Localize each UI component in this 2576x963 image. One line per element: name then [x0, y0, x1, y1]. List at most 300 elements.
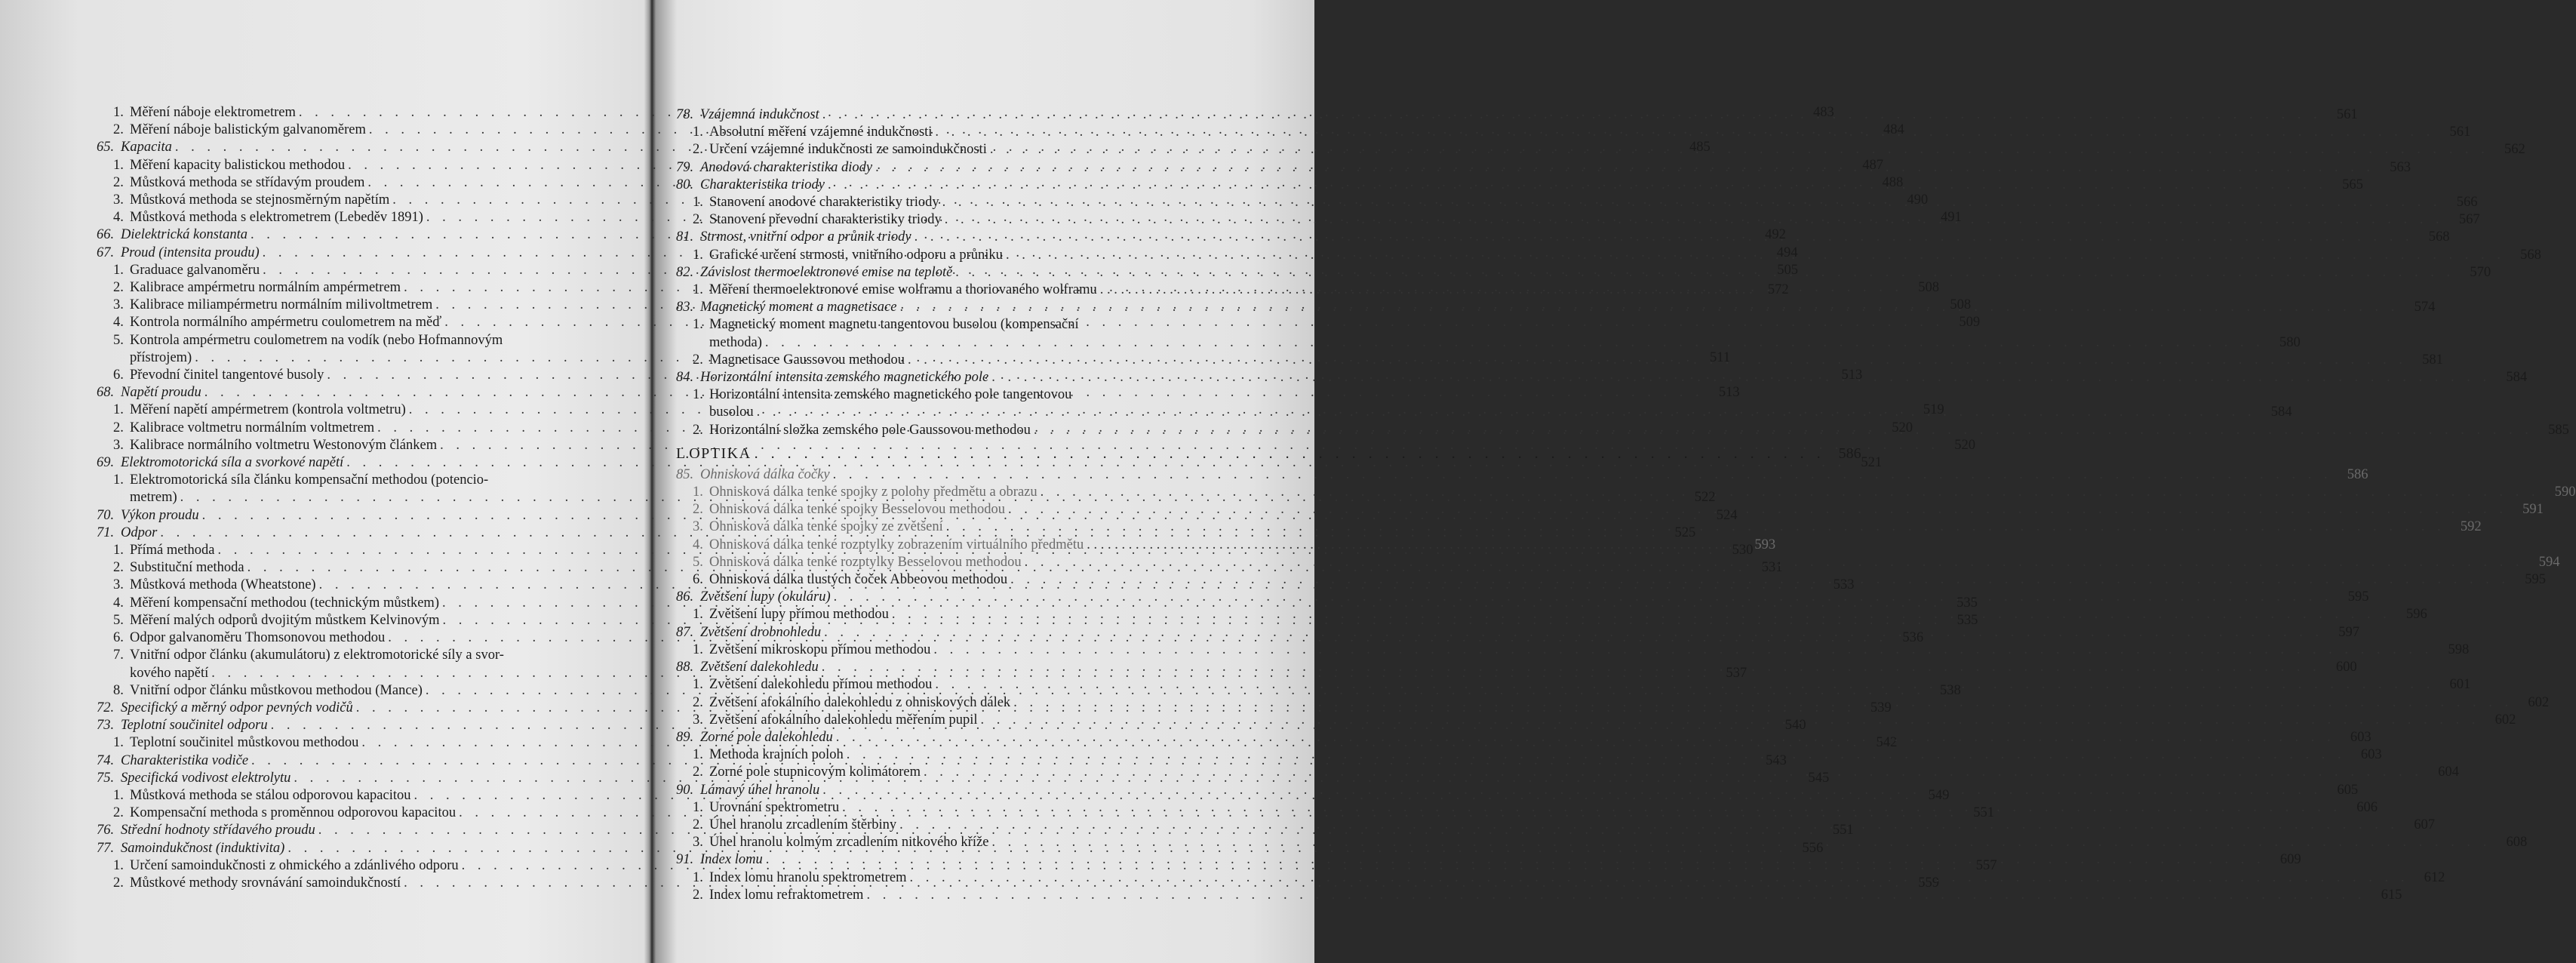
dot-leader [946, 518, 2445, 536]
dot-leader [822, 106, 2322, 124]
entry-title: Kontrola normálního ampérmetru coulometrem na měď [130, 315, 442, 331]
dot-leader [915, 229, 2414, 246]
entry-title: Kalibrace ampérmetru normálním ampérmetrem [130, 280, 401, 296]
entry-title: Úhel hranolu kolmým zrcadlením nitkového kříže [709, 835, 989, 851]
entry-number: 1. [113, 735, 124, 751]
entry-title: kového napětí [130, 665, 209, 681]
entry-number: 4. [113, 210, 124, 226]
toc-subentry [676, 316, 1218, 334]
entry-number: 3. [113, 437, 124, 453]
entry-title: Lámavý úhel hranolu [700, 782, 820, 798]
entry-page-number: 536 [1902, 630, 1924, 646]
entry-title: Horizontální složka zemského pole Gaussovou methodou [709, 422, 1031, 438]
entry-page-number: 596 [2406, 607, 2427, 623]
entry-number: 1. [113, 105, 124, 120]
entry-title: Ohnisková dálka tenké rozptylky zobrazením virtuálního předmětu [709, 537, 1084, 552]
entry-title: Urovnání spektrometru [709, 799, 840, 815]
entry-page-number: 533 [1833, 577, 1855, 593]
entry-title: Ohnisková dálka tlustých čoček Abbeovou methodou [709, 572, 1008, 588]
dot-leader [990, 141, 2489, 158]
dot-leader [866, 887, 2365, 904]
entry-page-number: 608 [2506, 835, 2528, 851]
toc-subentry [97, 332, 572, 349]
entry-title: Odpor galvanoměru Thomsonovou methodou [130, 630, 386, 646]
entry-title: Zvětšení afokálního dalekohledu měřením pupil [709, 712, 978, 728]
entry-page-number: 535 [1957, 595, 1978, 611]
entry-title: Kapacita [121, 140, 172, 155]
entry-page-number: 538 [1940, 682, 1961, 698]
entry-title: Napětí proudu [121, 385, 201, 401]
entry-number: 1. [113, 857, 124, 873]
entry-title: Měření náboje elektrometrem [130, 105, 296, 120]
entry-title: Střední hodnoty střídavého proudu [121, 823, 315, 838]
entry-number: 1. [693, 869, 703, 885]
entry-page-number: 598 [2448, 641, 2470, 657]
entry-number: 3. [113, 192, 124, 208]
entry-title: Ohnisková dálka tenké spojky Besselovou methodou [709, 502, 1006, 518]
entry-number: 2. [693, 352, 703, 368]
entry-page-number: 522 [1694, 490, 1716, 506]
dot-leader [945, 211, 2444, 229]
entry-page-number: 484 [1883, 122, 1904, 138]
entry-title: Kontrola ampérmetru coulometrem na vodík (nebo Hofmannovým [130, 332, 503, 348]
entry-number: 75. [97, 770, 115, 786]
entry-title: Vnitřní odpor článku můstkovou methodou (Mance) [130, 682, 423, 698]
entry-number: 87. [676, 624, 694, 640]
entry-page-number: 530 [1732, 543, 1754, 558]
entry-title: Měření thermoelektronové emise wolframu a thoriovaného wolframu [709, 282, 1097, 298]
dot-leader [908, 352, 2407, 369]
entry-title: Měření kapacity balistickou methodou [130, 157, 346, 173]
entry-page-number: 483 [1812, 105, 1834, 120]
entry-page-number: 513 [1718, 385, 1740, 401]
entry-page-number: 531 [1761, 560, 1783, 576]
entry-page-number: 539 [1870, 700, 1892, 715]
entry-title: Odpor [121, 525, 158, 540]
dot-leader [822, 659, 2321, 676]
entry-page-number: 519 [1923, 402, 1944, 418]
entry-number: 1. [113, 157, 124, 173]
entry-title: Měření náboje balistickým galvanoměrem [130, 122, 366, 138]
entry-number: 2. [113, 875, 124, 891]
entry-number: 2. [693, 142, 703, 158]
entry-number: 1. [693, 607, 703, 623]
entry-title: Kalibrace normálního voltmetru Westonovým článkem [130, 437, 438, 453]
entry-page-number: 581 [2422, 352, 2443, 368]
entry-number: 2. [693, 765, 703, 780]
entry-title: Magnetisace Gaussovou methodou [709, 352, 905, 368]
entry-page-number: 586 [1838, 445, 1861, 462]
entry-page-number: 513 [1841, 368, 1863, 383]
entry-title: Ohnisková dálka tenké spojky z polohy předmětu a obrazu [709, 485, 1037, 500]
entry-title: Můstkové methody srovnávání samoindukčností [130, 875, 401, 891]
entry-number: 8. [113, 682, 124, 698]
toc-section-heading [676, 441, 1861, 466]
entry-page-number: 511 [1710, 349, 1731, 365]
entry-title: methoda) [709, 334, 762, 350]
entry-title: Měření napětí ampérmetrem (kontrola voltmetru) [130, 402, 406, 418]
entry-title: Substituční methoda [130, 560, 244, 576]
entry-page-number: 487 [1862, 157, 1884, 173]
entry-page-number: 603 [2350, 729, 2372, 745]
entry-page-number: 562 [2504, 142, 2525, 158]
entry-title: Ohnisková dálka tenké spojky ze zvětšení [709, 519, 943, 535]
entry-number: 3. [113, 577, 124, 593]
entry-title: Specifická vodivost elektrolytu [121, 770, 291, 786]
entry-title: Charakteristika vodiče [121, 752, 249, 768]
entry-number: 2. [113, 174, 124, 190]
entry-title: Určení vzájemné indukčnosti ze samoindukčnosti [709, 142, 987, 158]
entry-title: Měření malých odporů dvojitým můstkem Kelvinovým [130, 612, 440, 628]
dot-leader [847, 746, 2346, 764]
entry-title: Výkon proudu [121, 507, 199, 523]
entry-title: OPTIKA [689, 445, 752, 462]
entry-page-number: 535 [1957, 612, 1978, 628]
entry-number: 4. [693, 537, 703, 552]
entry-title: Přímá methoda [130, 543, 215, 558]
entry-page-number: 605 [2337, 782, 2359, 798]
dot-leader [935, 124, 2434, 141]
entry-title: Horizontální intensita zemského magnetického pole tangentovou [709, 387, 1072, 403]
entry-number: 70. [97, 507, 115, 523]
entry-title: Zvětšení lupy přímou methodou [709, 607, 889, 623]
entry-page-number: 585 [2548, 422, 2569, 438]
toc-subentry [97, 647, 572, 664]
entry-title: busolou [709, 405, 754, 420]
entry-number: 79. [676, 159, 694, 175]
entry-page-number: 568 [2520, 247, 2541, 263]
entry-title: Vzájemná indukčnost [700, 107, 819, 122]
entry-page-number: 574 [2414, 300, 2436, 315]
entry-page-number: 595 [2525, 572, 2546, 588]
entry-number: 81. [676, 229, 694, 245]
entry-number: 3. [693, 519, 703, 535]
entry-page-number: 549 [1928, 787, 1950, 803]
entry-page-number: 602 [2528, 694, 2550, 710]
entry-title: Strmost, vnitřní odpor a průnik triody [700, 229, 911, 245]
entry-number: 1. [693, 677, 703, 693]
entry-number: 6. [113, 630, 124, 646]
entry-number: 65. [97, 140, 115, 155]
entry-title: metrem) [130, 490, 177, 506]
entry-page-number: 600 [2335, 660, 2357, 675]
entry-title: Zvětšení afokálního dalekohledu z ohniskových dálek [709, 694, 1011, 710]
entry-number: L. [676, 445, 690, 462]
entry-title: Úhel hranolu zrcadlením štěrbiny [709, 817, 897, 832]
entry-page-number: 520 [1892, 420, 1914, 435]
dot-leader [892, 606, 2391, 623]
entry-number: 1. [113, 402, 124, 418]
entry-page-number: 520 [1954, 437, 1975, 453]
entry-page-number: 561 [2336, 107, 2358, 122]
entry-number: 77. [97, 840, 115, 856]
dot-leader [955, 264, 2455, 282]
dot-leader [899, 817, 2399, 834]
entry-number: 1. [693, 747, 703, 763]
entry-page-number: 602 [2495, 712, 2516, 728]
entry-title: Index lomu [700, 852, 763, 868]
entry-title: Graduace galvanoměru [130, 262, 260, 278]
dot-leader [991, 834, 2491, 851]
entry-number: 2. [113, 560, 124, 576]
entry-number: 86. [676, 589, 694, 605]
entry-title: Převodní činitel tangentové busoly [130, 368, 324, 383]
dot-leader [1010, 571, 2510, 589]
entry-title: Stanovení převodní charakteristiky triody [709, 212, 942, 228]
entry-number: 3. [693, 835, 703, 851]
entry-page-number: 607 [2414, 817, 2435, 832]
entry-title: Můstková methoda (Wheatstone) [130, 577, 316, 593]
entry-title: Závislost thermoelektronové emise na teplotě [700, 264, 953, 280]
dot-leader [942, 194, 2442, 211]
entry-number: 72. [97, 700, 115, 715]
entry-title: Zvětšení mikroskopu přímou methodou [709, 641, 931, 657]
entry-number: 1. [693, 282, 703, 298]
entry-title: Můstková methoda se střídavým proudem [130, 174, 365, 190]
entry-title: Měření kompensační methodou (technickým můstkem) [130, 595, 439, 611]
entry-page-number: 595 [2347, 589, 2369, 605]
entry-number: 68. [97, 385, 115, 401]
dot-leader [1006, 247, 2505, 264]
entry-page-number: 491 [1941, 210, 1962, 226]
entry-page-number: 603 [2360, 747, 2382, 763]
entry-number: 91. [676, 852, 694, 868]
entry-title: Anodová charakteristika diody [700, 159, 873, 175]
entry-number: 1. [693, 195, 703, 211]
entry-title: Proud (intensita proudu) [121, 245, 260, 260]
entry-title: Horizontální intensita zemského magnetického pole [700, 370, 989, 386]
dot-leader [1041, 484, 2540, 501]
entry-number: 1. [693, 317, 703, 333]
entry-page-number: 490 [1907, 192, 1929, 208]
entry-number: 1. [113, 787, 124, 803]
entry-page-number: 615 [2381, 887, 2402, 903]
entry-number: 4. [113, 595, 124, 611]
toc-subentry [676, 334, 2301, 352]
entry-title: Grafické určení strmosti, vnitřního odporu a průniku [709, 247, 1003, 263]
entry-page-number: 488 [1882, 174, 1904, 190]
entry-page-number: 545 [1808, 770, 1830, 786]
dot-leader [766, 851, 2265, 869]
entry-number: 2. [113, 280, 124, 296]
entry-number: 2. [113, 122, 124, 138]
entry-number: 2. [693, 887, 703, 903]
entry-number: 1. [693, 387, 703, 403]
entry-number: 1. [113, 543, 124, 558]
entry-number: 2. [693, 694, 703, 710]
entry-number: 2. [113, 420, 124, 435]
entry-title: Ohnisková dálka čočky [700, 466, 830, 482]
entry-title: Teplotní součinitel můstkovou methodou [130, 735, 359, 751]
dot-leader [836, 729, 2335, 746]
entry-title: Absolutní měření vzájemné indukčnosti [709, 125, 933, 140]
entry-page-number: 565 [2342, 177, 2363, 192]
entry-page-number: 563 [2390, 159, 2411, 175]
entry-title: Určení samoindukčnosti z ohmického a zdánlivého odporu [130, 857, 459, 873]
entry-page-number: 559 [1918, 875, 1940, 891]
entry-number: 89. [676, 729, 694, 745]
entry-title: Methoda krajních poloh [709, 747, 844, 763]
entry-page-number: 543 [1766, 752, 1787, 768]
entry-page-number: 594 [2538, 554, 2560, 570]
entry-number: 76. [97, 823, 115, 838]
entry-page-number: 568 [2428, 229, 2450, 245]
entry-page-number: 567 [2458, 212, 2480, 228]
entry-number: 6. [113, 368, 124, 383]
entry-number: 2. [693, 422, 703, 438]
dot-leader [1034, 422, 2533, 439]
entry-page-number: 508 [1950, 297, 1972, 313]
entry-number: 1. [693, 125, 703, 140]
dot-leader [1008, 501, 2507, 518]
entry-page-number: 591 [2522, 502, 2544, 518]
entry-page-number: 584 [2270, 405, 2292, 420]
entry-page-number: 524 [1716, 507, 1738, 523]
entry-title: Můstková methoda se stejnosměrným napětím [130, 192, 390, 208]
entry-number: 2. [113, 805, 124, 821]
entry-page-number: 609 [2279, 852, 2301, 868]
entry-page-number: 494 [1776, 245, 1798, 260]
entry-title: Teplotní součinitel odporu [121, 718, 268, 734]
entry-page-number: 580 [2279, 334, 2301, 350]
entry-number: 1. [693, 485, 703, 500]
entry-title: Kompensační methoda s proměnnou odporovou kapacitou [130, 805, 456, 821]
entry-title: Ohnisková dálka tenké rozptylky Besselovou methodou [709, 554, 1022, 570]
entry-page-number: 525 [1674, 525, 1696, 540]
entry-page-number: 505 [1777, 262, 1798, 278]
entry-number: 82. [676, 264, 694, 280]
toc-subentry [97, 472, 572, 489]
entry-number: 69. [97, 455, 115, 471]
dot-leader [824, 624, 2323, 641]
entry-title: přístrojem) [130, 349, 192, 365]
entry-title: Zvětšení lupy (okuláru) [700, 589, 831, 605]
entry-number: 1. [113, 472, 124, 488]
toc-subentry [676, 282, 1789, 299]
entry-page-number: 572 [1767, 282, 1789, 298]
entry-page-number: 556 [1802, 840, 1824, 856]
dot-leader [757, 404, 2256, 421]
entry-page-number: 521 [1861, 455, 1883, 471]
entry-number: 90. [676, 782, 694, 798]
entry-number: 5. [693, 554, 703, 570]
entry-page-number: 551 [1832, 823, 1854, 838]
dot-leader [991, 369, 2491, 386]
dot-leader [1013, 694, 2513, 712]
entry-number: 83. [676, 300, 694, 315]
entry-title: Dielektrická konstanta [121, 227, 247, 243]
entry-title: Kalibrace voltmetru normálním voltmetrem [130, 420, 375, 435]
toc-subentry [676, 887, 2402, 904]
entry-page-number: 570 [2470, 264, 2491, 280]
entry-title: Specifický a měrný odpor pevných vodičů [121, 700, 353, 715]
dot-leader [833, 466, 2332, 484]
entry-page-number: 584 [2506, 370, 2528, 386]
entry-title: Vnitřní odpor článku (akumulátoru) z elektromotorické síly a svor- [130, 648, 504, 663]
entry-page-number: 561 [2449, 125, 2471, 140]
entry-number: 4. [113, 315, 124, 331]
entry-page-number: 586 [2347, 466, 2369, 482]
entry-number: 74. [97, 752, 115, 768]
toc-subentry [676, 386, 1218, 404]
entry-title: Můstková methoda s elektrometrem (Lebeděv 1891) [130, 210, 423, 226]
entry-title: Charakteristika triody [700, 177, 825, 192]
entry-page-number: 566 [2456, 195, 2478, 211]
entry-title: Index lomu refraktometrem [709, 887, 864, 903]
entry-page-number: 508 [1918, 280, 1939, 296]
entry-title: Stanovení anodové charakteristiky triody [709, 195, 939, 211]
dot-leader [755, 441, 1825, 466]
entry-title: Zorné pole dalekohledu [700, 729, 833, 745]
entry-title: Zvětšení dalekohledu přímou methodou [709, 677, 933, 693]
dot-leader [828, 177, 2327, 194]
dot-leader [765, 334, 2264, 352]
entry-page-number: 542 [1876, 735, 1898, 751]
dot-leader [910, 869, 2409, 887]
entry-number: 78. [676, 107, 694, 122]
entry-number: 5. [113, 332, 124, 348]
entry-page-number: 612 [2424, 869, 2445, 885]
dot-leader [935, 676, 2434, 694]
entry-page-number: 601 [2449, 677, 2471, 693]
entry-title: Magnetický moment magnetu tangentovou busolou (kompensační [709, 317, 1079, 333]
entry-title: Můstková methoda se stálou odporovou kapacitou [130, 787, 411, 803]
entry-number: 80. [676, 177, 694, 192]
entry-number: 66. [97, 227, 115, 243]
entry-number: 1. [693, 799, 703, 815]
entry-title: Index lomu hranolu spektrometrem [709, 869, 907, 885]
entry-number: 67. [97, 245, 115, 260]
dot-leader [933, 641, 2433, 659]
entry-number: 3. [693, 712, 703, 728]
entry-page-number: 592 [2460, 519, 2482, 535]
entry-number: 1. [113, 262, 124, 278]
entry-title: Elektromotorická síla a svorkové napětí [121, 455, 344, 471]
dot-leader [834, 589, 2333, 606]
entry-number: 1. [693, 247, 703, 263]
dot-leader [842, 799, 2341, 817]
toc-chapter-entry [97, 454, 1883, 472]
entry-number: 3. [113, 297, 124, 313]
dot-leader [875, 159, 2375, 177]
entry-number: 85. [676, 466, 694, 482]
dot-leader [924, 764, 2423, 781]
entry-page-number: 537 [1726, 665, 1748, 681]
entry-page-number: 551 [1973, 805, 1994, 821]
entry-number: 2. [693, 817, 703, 832]
entry-page-number: 509 [1959, 315, 1981, 331]
dot-leader [1025, 554, 2524, 571]
entry-page-number: 557 [1975, 857, 1997, 873]
entry-page-number: 485 [1689, 140, 1711, 155]
dot-leader [981, 712, 2480, 729]
entry-page-number: 492 [1765, 227, 1786, 243]
entry-page-number: 597 [2338, 624, 2360, 640]
entry-title: Samoindukčnost (induktivita) [121, 840, 285, 856]
entry-title: Zvětšení dalekohledu [700, 660, 819, 675]
entry-number: 84. [676, 370, 694, 386]
entry-page-number: 590 [2554, 485, 2576, 500]
entry-number: 6. [693, 572, 703, 588]
dot-leader [899, 299, 2399, 316]
dot-leader [1100, 282, 1753, 299]
entry-number: 71. [97, 525, 115, 540]
dot-leader [1087, 537, 1739, 554]
entry-title: Zvětšení drobnohledu [700, 624, 822, 640]
entry-title: Kalibrace miliampérmetru normálním milivoltmetrem [130, 297, 433, 313]
entry-page-number: 540 [1784, 718, 1806, 734]
entry-number: 5. [113, 612, 124, 628]
